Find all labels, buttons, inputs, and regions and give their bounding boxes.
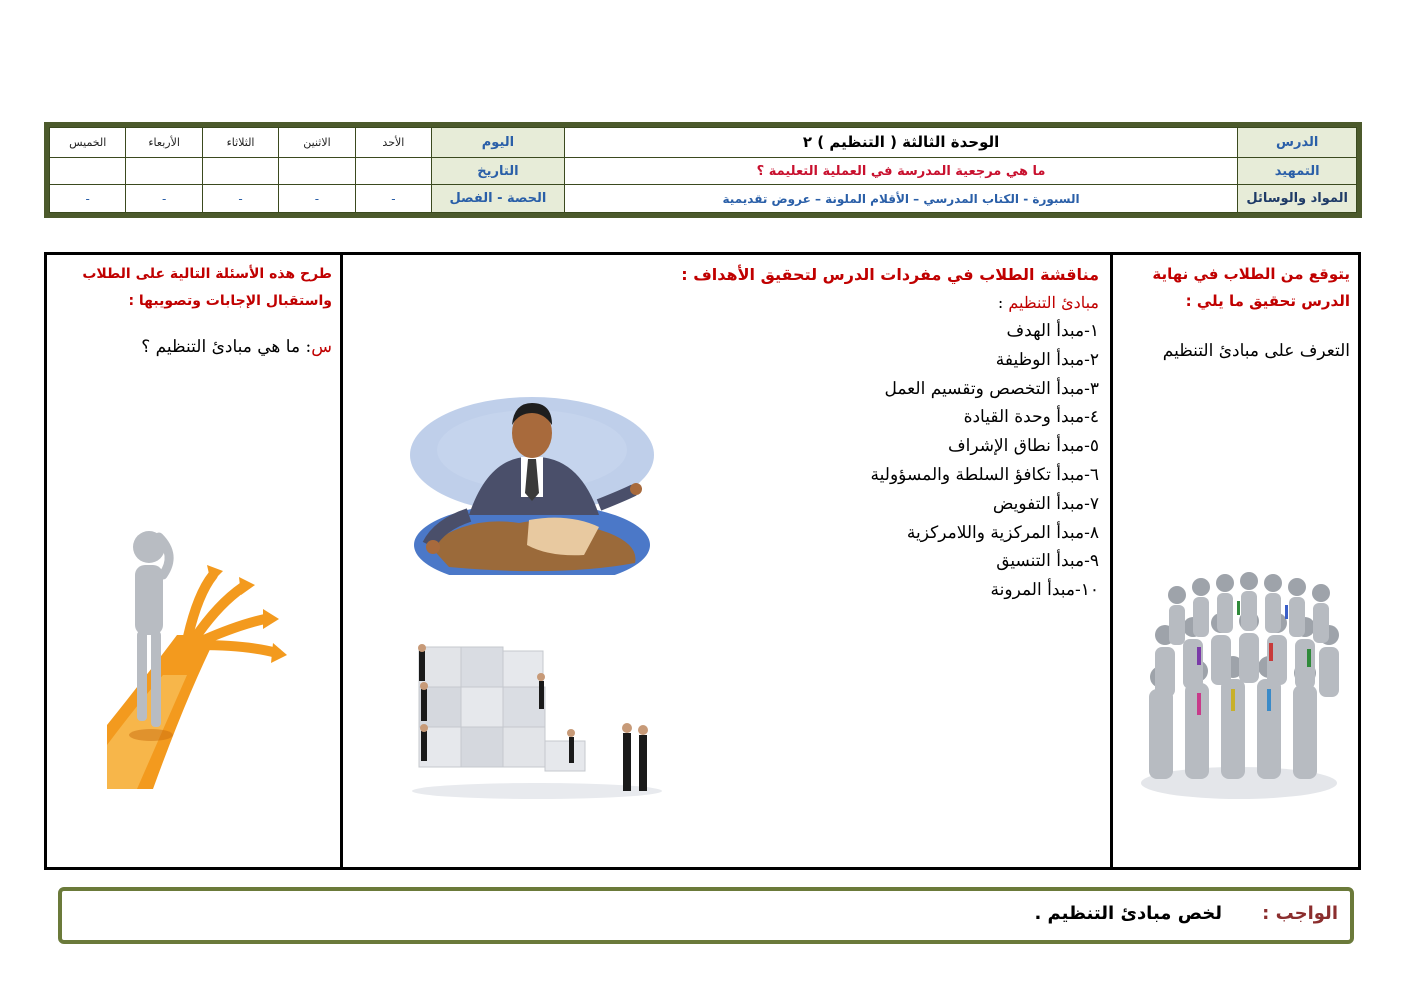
list-item: ٤-مبدأ وحدة القيادة bbox=[963, 407, 1099, 428]
list-item: ١-مبدأ الهدف bbox=[1006, 321, 1099, 341]
materials-label: المواد والوسائل bbox=[1238, 185, 1357, 213]
objectives-heading: يتوقع من الطلاب في نهاية bbox=[1152, 265, 1350, 283]
list-item: ٢-مبدأ الوظيفة bbox=[995, 349, 1099, 370]
period-value: - bbox=[355, 185, 431, 213]
lesson-label: الدرس bbox=[1238, 128, 1357, 158]
homework-text: لخص مبادئ التنظيم . bbox=[1034, 903, 1222, 924]
list-item: ٩-مبدأ التنسيق bbox=[996, 551, 1099, 572]
question-text: : ما هي مبادئ التنظيم ؟ bbox=[141, 337, 312, 357]
group-figures-image bbox=[1137, 565, 1341, 801]
decision-arrows-image bbox=[107, 525, 303, 789]
question-line bbox=[47, 333, 332, 362]
day-monday: الاثنين bbox=[279, 128, 355, 158]
list-item: ٦-مبدأ تكافؤ السلطة والمسؤولية bbox=[870, 464, 1099, 485]
intro-label: التمهيد bbox=[1238, 157, 1357, 185]
objective-text: التعرف على مبادئ التنظيم bbox=[1162, 341, 1350, 361]
date-cell bbox=[50, 157, 126, 185]
period-value: - bbox=[202, 185, 278, 213]
list-item: ٣-مبدأ التخصص وتقسيم العمل bbox=[884, 378, 1099, 399]
businessman-globe-image bbox=[409, 395, 655, 575]
objectives-heading-2: الدرس تحقيق ما يلي : bbox=[1185, 292, 1350, 310]
date-cell bbox=[126, 157, 202, 185]
day-tuesday: الثلاثاء bbox=[202, 128, 278, 158]
day-label: اليوم bbox=[432, 128, 565, 158]
subheading-colon: : bbox=[997, 293, 1009, 312]
puzzle-team-image bbox=[409, 641, 665, 799]
period-value: - bbox=[126, 185, 202, 213]
list-item: ٧-مبدأ التفويض bbox=[992, 493, 1099, 514]
lesson-title: الوحدة الثالثة ( التنظيم ) ٢ bbox=[564, 128, 1238, 158]
day-sunday: الأحد bbox=[355, 128, 431, 158]
date-cell bbox=[279, 157, 355, 185]
discussion-heading: مناقشة الطلاب في مفردات الدرس لتحقيق الأهداف : bbox=[681, 265, 1099, 284]
date-cell bbox=[202, 157, 278, 185]
period-value: - bbox=[279, 185, 355, 213]
questions-heading: طرح هذه الأسئلة التالية على الطلاب bbox=[82, 266, 332, 282]
date-cell bbox=[355, 157, 431, 185]
header-frame bbox=[44, 122, 1362, 218]
principles-subheading bbox=[343, 288, 1099, 317]
period-value: - bbox=[50, 185, 126, 213]
day-wednesday: الأربعاء bbox=[126, 128, 202, 158]
intro-text: ما هي مرجعية المدرسة في العملية التعليمة ؟ bbox=[564, 157, 1238, 185]
subheading-text: مبادئ التنظيم bbox=[1008, 293, 1099, 312]
question-prefix: س bbox=[311, 337, 332, 357]
header-table bbox=[49, 127, 1357, 213]
questions-heading-2: واستقبال الإجابات وتصويبها : bbox=[128, 293, 332, 309]
period-label: الحصة - الفصل bbox=[432, 185, 565, 213]
list-item: ٨-مبدأ المركزية واللامركزية bbox=[906, 522, 1099, 543]
date-label: التاريخ bbox=[432, 157, 565, 185]
day-thursday: الخميس bbox=[50, 128, 126, 158]
list-item: ٥-مبدأ نطاق الإشراف bbox=[947, 436, 1099, 457]
list-item: ١٠-مبدأ المرونة bbox=[990, 580, 1099, 601]
materials-text: السبورة - الكتاب المدرسي – الأقلام الملونة – عروض تقديمية bbox=[564, 185, 1238, 213]
homework-box bbox=[58, 887, 1354, 944]
homework-label: الواجب : bbox=[1262, 903, 1338, 924]
lesson-content-table bbox=[44, 252, 1361, 870]
